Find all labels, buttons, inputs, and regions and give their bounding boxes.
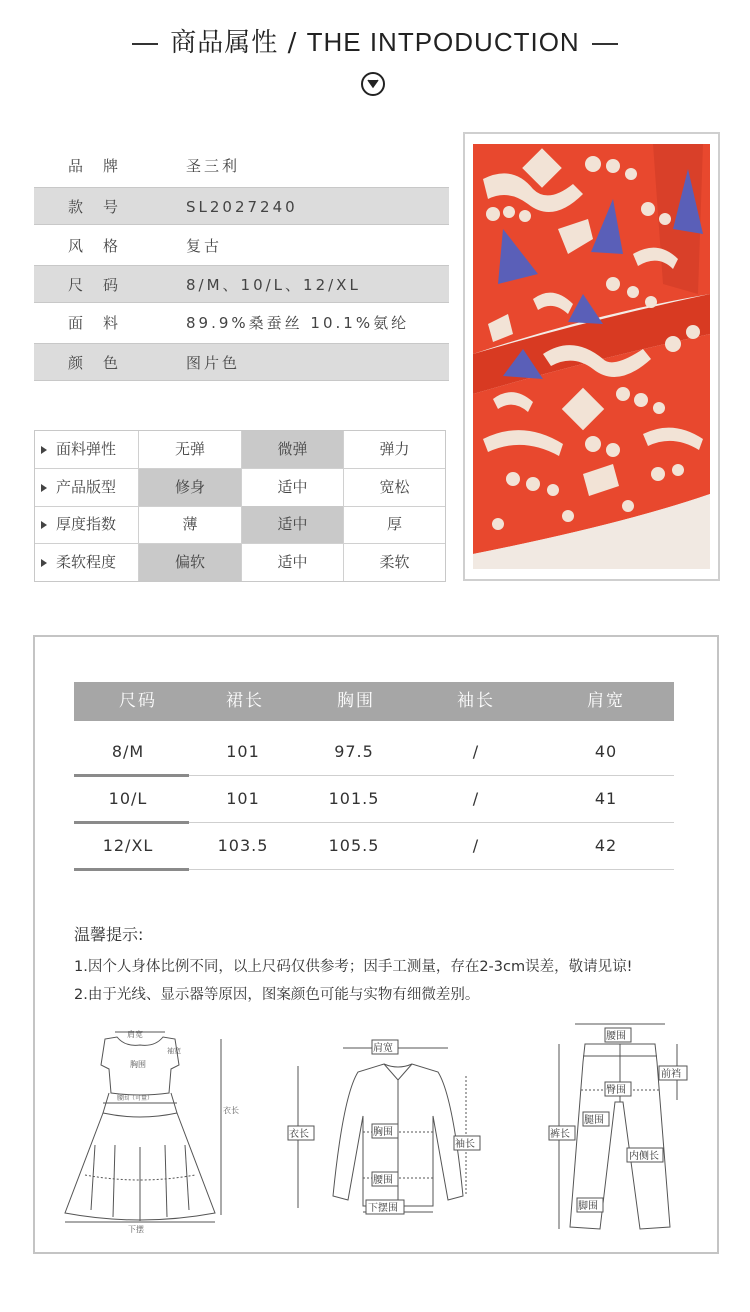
row-accent-underline (74, 868, 189, 871)
size-header-size: 尺码 (119, 691, 157, 711)
pants-measurement-diagram (545, 1022, 695, 1234)
shirt-label-sleeve: 袖长 (455, 1139, 475, 1150)
attr-key: 品牌 (68, 157, 139, 175)
triangle-right-icon (41, 559, 47, 567)
feature-option: 弹力 (379, 440, 410, 458)
feature-label (35, 506, 139, 543)
pants-label-thigh: 腿围 (584, 1115, 604, 1126)
size-cell: / (472, 836, 480, 855)
fabric-photo (463, 132, 720, 581)
attr-key: 款号 (68, 198, 139, 216)
dress-label-hem: 下摆 (128, 1225, 144, 1234)
shirt-measurement-diagram (288, 1036, 488, 1216)
feature-grid (34, 430, 446, 582)
attr-row-size (34, 265, 449, 303)
size-table-header (74, 682, 674, 721)
feature-label-text: 柔软程度 (56, 553, 117, 571)
header-separator: / (287, 28, 298, 58)
size-header-length: 裙长 (226, 691, 264, 711)
note-line-1: 1.因个人身体比例不同，以上尺码仅供参考；因手工测量，存在2-3cm误差，敬请见谅! (74, 959, 633, 975)
fabric-pattern-image (473, 144, 710, 569)
shirt-label-shoulder: 肩宽 (373, 1043, 393, 1054)
pants-label-inseam: 内侧长 (629, 1151, 659, 1162)
attr-row-fabric (34, 304, 449, 342)
shirt-label-waist: 腰围 (373, 1175, 393, 1186)
attr-value: 图片色 (186, 354, 241, 372)
feature-option: 适中 (242, 544, 344, 581)
pants-label-front-rise: 前裆 (661, 1069, 681, 1080)
attr-key: 风格 (68, 237, 139, 255)
feature-option-selected: 偏软 (139, 544, 242, 581)
size-cell: 8/M (111, 742, 145, 761)
dress-label-shoulder: 肩宽 (127, 1030, 143, 1039)
attr-value: 复古 (186, 237, 223, 255)
size-cell: 101 (226, 789, 260, 808)
dress-label-sleeve: 袖宽 (167, 1047, 181, 1055)
feature-row-fit (35, 469, 445, 507)
attr-key: 面料 (68, 314, 139, 332)
attr-value: 89.9%桑蚕丝 10.1%氨纶 (186, 314, 410, 332)
feature-option: 宽松 (379, 478, 410, 496)
size-cell: 101 (226, 742, 260, 761)
feature-option: 适中 (242, 469, 344, 506)
feature-label (35, 431, 139, 468)
attr-value: 8/M、10/L、12/XL (186, 276, 361, 294)
note-line-2: 2.由于光线、显示器等原因，图案颜色可能与实物有细微差别。 (74, 987, 480, 1003)
dress-label-bust: 胸围 (130, 1060, 146, 1069)
feature-option: 薄 (139, 506, 242, 543)
size-table-row (74, 824, 674, 870)
size-header-sleeve: 袖长 (457, 691, 495, 711)
feature-label (35, 544, 139, 581)
size-cell: / (472, 789, 480, 808)
dress-label-waist: 腰围（可量） (117, 1095, 154, 1102)
dress-measurement-diagram (55, 1025, 239, 1235)
shirt-label-length: 衣长 (289, 1129, 309, 1140)
shirt-label-bust: 胸围 (373, 1127, 393, 1138)
size-cell: 40 (594, 742, 618, 761)
size-header-shoulder: 肩宽 (587, 691, 625, 711)
header-title-cn: 商品属性 (170, 28, 279, 58)
triangle-right-icon (41, 521, 47, 529)
attr-row-style (34, 227, 449, 265)
triangle-right-icon (41, 446, 47, 454)
feature-row-elasticity (35, 431, 445, 469)
feature-row-thickness (35, 506, 445, 544)
size-cell: 12/XL (102, 836, 154, 855)
feature-option-selected: 适中 (242, 506, 344, 543)
size-cell: / (472, 742, 480, 761)
feature-label-text: 产品版型 (56, 478, 117, 496)
size-cell: 42 (594, 836, 618, 855)
feature-label-text: 面料弹性 (56, 440, 117, 458)
feature-label (35, 469, 139, 506)
chevron-down-circle-icon (361, 72, 385, 96)
section-header (0, 22, 750, 62)
triangle-right-icon (41, 484, 47, 492)
feature-row-softness (35, 544, 445, 582)
size-table-row (74, 777, 674, 823)
size-cell: 105.5 (328, 836, 380, 855)
header-dash-left (132, 43, 158, 45)
header-dash-right (592, 43, 618, 45)
feature-label-text: 厚度指数 (56, 515, 117, 533)
attr-row-brand (34, 147, 449, 185)
attr-key: 颜色 (68, 354, 139, 372)
shirt-label-hem: 下摆围 (368, 1203, 398, 1214)
size-cell: 10/L (108, 789, 148, 808)
size-table-row (74, 730, 674, 776)
attr-row-style-number (34, 187, 449, 225)
pants-label-length: 裤长 (550, 1129, 570, 1140)
feature-option: 无弹 (139, 431, 242, 468)
size-cell: 41 (594, 789, 618, 808)
attr-key: 尺码 (68, 276, 139, 294)
size-cell: 103.5 (217, 836, 269, 855)
attr-value: 圣三利 (186, 157, 241, 175)
feature-option-selected: 微弹 (242, 431, 344, 468)
pants-label-leg-opening: 脚围 (578, 1201, 598, 1212)
header-title-en: THE INTPODUCTION (306, 27, 580, 57)
pants-label-hip: 臀围 (606, 1085, 626, 1096)
size-cell: 101.5 (328, 789, 380, 808)
attr-row-color (34, 343, 449, 381)
feature-option: 柔软 (379, 553, 410, 571)
feature-option: 厚 (386, 515, 402, 533)
dress-label-length: 衣长 (223, 1106, 239, 1115)
attr-value: SL2027240 (186, 198, 298, 216)
size-cell: 97.5 (334, 742, 374, 761)
notes-title: 温馨提示: (74, 925, 144, 944)
feature-option-selected: 修身 (139, 469, 242, 506)
pants-label-waist: 腰围 (606, 1031, 626, 1042)
size-header-bust: 胸围 (337, 691, 375, 711)
